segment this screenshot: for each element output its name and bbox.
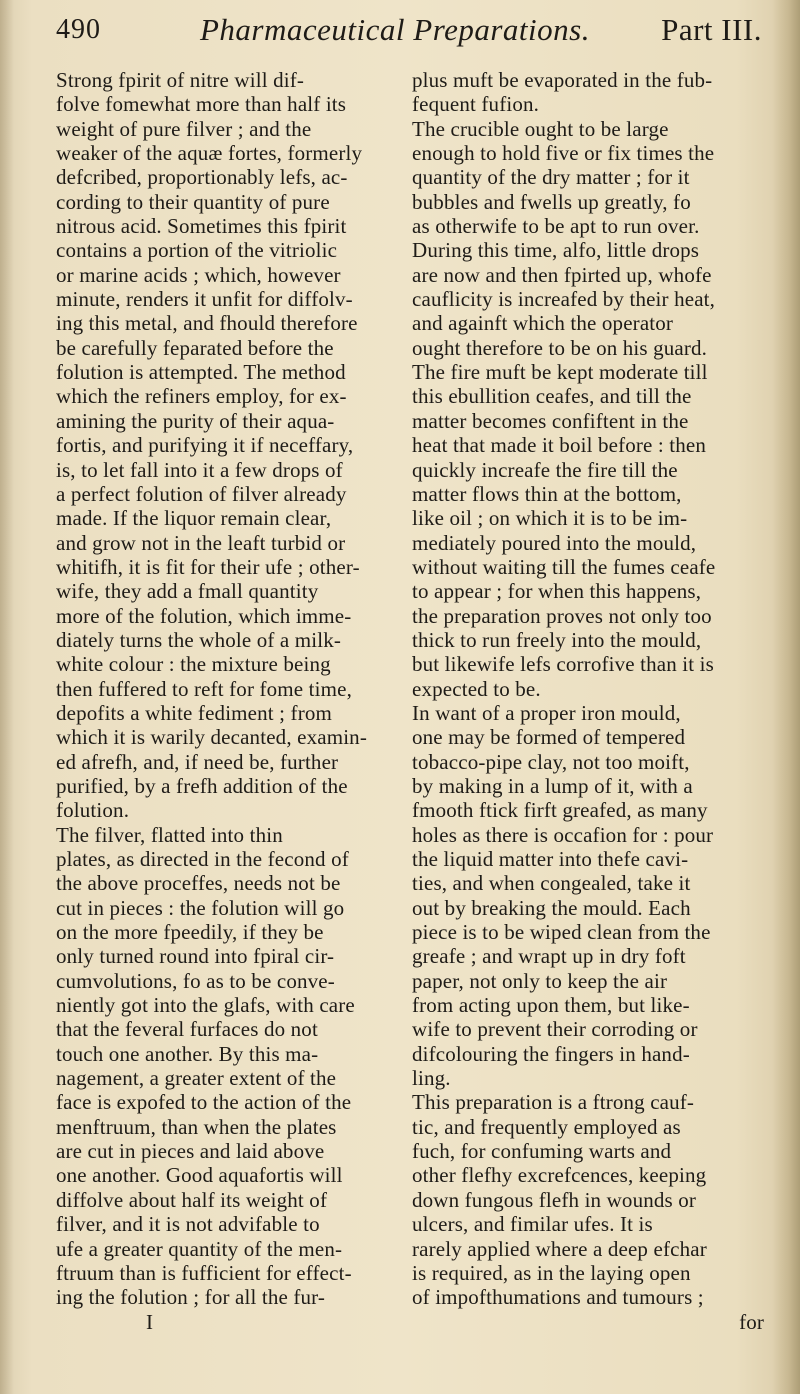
right-column-text-line: matter flows thin at the bottom,	[412, 481, 682, 506]
right-column-text-line: to appear ; for when this happens,	[412, 579, 702, 604]
right-column-text-line: of impofthumations and tumours ;	[412, 1285, 704, 1310]
running-header	[56, 12, 768, 56]
left-column-text-line: cumvolutions, fo as to be conve-	[56, 968, 335, 993]
left-column-text-line: minute, renders it unfit for diffolv-	[56, 287, 353, 312]
right-column-text-line: this ebullition ceafes, and till the	[412, 384, 692, 409]
right-column-text-line: thick to run freely into the mould,	[412, 627, 702, 652]
left-column-text-line: ing the folution ; for all the fur-	[56, 1285, 326, 1310]
left-column-text-line: cut in pieces : the folution will go	[56, 895, 345, 920]
right-column-text-line: This preparation is a ftrong cauf-	[412, 1090, 695, 1115]
running-title: Pharmaceutical Preparations.	[200, 12, 590, 47]
right-column-text-line: enough to hold five or fix times the	[412, 141, 715, 166]
left-column-text-line: is, to let fall into it a few drops of	[56, 457, 343, 482]
left-column-text-line: ing this metal, and fhould therefore	[56, 311, 358, 336]
right-column-text-line: matter becomes confiftent in the	[412, 408, 689, 433]
left-column-text-line: ufe a greater quantity of the men-	[56, 1236, 343, 1261]
right-column-text-line: bubbles and fwells up greatly, fo	[412, 189, 691, 214]
right-column-text-line: fequent fufion.	[412, 92, 540, 117]
left-column-text-line: niently got into the glafs, with care	[56, 993, 355, 1018]
right-column-text-line: expected to be.	[412, 676, 541, 701]
left-column-text-line: which the refiners employ, for ex-	[56, 384, 347, 409]
left-column-text-line: that the feveral furfaces do not	[56, 1017, 318, 1042]
left-column-text-line: wife, they add a fmall quantity	[56, 579, 319, 604]
left-column-text-line: folution.	[56, 798, 130, 823]
right-column-text-line: plus muft be evaporated in the fub-	[412, 68, 713, 92]
left-column-text-line: whitifh, it is fit for their ufe ; other-	[56, 554, 360, 579]
right-column-text-line: ties, and when congealed, take it	[412, 871, 691, 896]
left-column-text-line: be carefully feparated before the	[56, 335, 334, 360]
left-column-text-line: purified, by a frefh addition of the	[56, 773, 348, 798]
left-column-text-line: contains a portion of the vitriolic	[56, 238, 338, 263]
right-column-text-line: like oil ; on which it is to be im-	[412, 506, 688, 531]
right-column-text-line: cauflicity is increafed by their heat,	[412, 287, 716, 312]
left-column-text-line: weaker of the aquæ fortes, formerly	[56, 141, 363, 166]
right-column-text-line: rarely applied where a deep efchar	[412, 1236, 707, 1261]
left-column-text-line: folution is attempted. The method	[56, 360, 346, 385]
left-column-text-line: depofits a white fediment ; from	[56, 700, 332, 725]
left-column-text-line: a perfect folution of filver already	[56, 481, 347, 506]
left-column-text-line: menftruum, than when the plates	[56, 1114, 337, 1139]
right-column-text-line: piece is to be wiped clean from the	[412, 920, 711, 945]
right-column-text-line: quantity of the dry matter ; for it	[412, 165, 690, 190]
right-column-text-line: the preparation proves not only too	[412, 603, 712, 628]
right-column-text-line: tic, and frequently employed as	[412, 1114, 681, 1139]
right-column-text-line: During this time, alfo, little drops	[412, 238, 700, 263]
left-text-column	[56, 68, 388, 1334]
right-column-text-line: is required, as in the laying open	[412, 1260, 691, 1285]
right-column-text-line: without waiting till the fumes ceafe	[412, 554, 716, 579]
right-column-text-line: difcolouring the fingers in hand-	[412, 1041, 690, 1066]
right-column-text-line: The fire muft be kept moderate till	[412, 360, 708, 385]
left-column-text-line: ed afrefh, and, if need be, further	[56, 749, 339, 774]
left-column-text-line: I	[146, 1309, 154, 1334]
right-column-text-line: out by breaking the mould. Each	[412, 895, 691, 920]
right-column-text-line: one may be formed of tempered	[412, 725, 686, 750]
page-shadow-right	[772, 0, 800, 1394]
left-column-text-line: or marine acids ; which, however	[56, 262, 341, 287]
left-column-text-line: which it is warily decanted, examin-	[56, 725, 367, 750]
left-column-text-line: the above proceffes, needs not be	[56, 871, 341, 896]
left-column-text-line: cording to their quantity of pure	[56, 189, 330, 214]
right-column-text-line: holes as there is occafion for : pour	[412, 822, 714, 847]
left-column-text-line: on the more fpeedily, if they be	[56, 920, 324, 945]
right-column-text-line: paper, not only to keep the air	[412, 968, 668, 993]
left-column-text-line: defcribed, proportionably lefs, ac-	[56, 165, 348, 190]
right-column-text-line: fmooth ftick firft greafed, as many	[412, 798, 708, 823]
right-column-text-line: ulcers, and fimilar ufes. It is	[412, 1212, 653, 1237]
left-column-text-line: face is expofed to the action of the	[56, 1090, 352, 1115]
right-column-text-line: greafe ; and wrapt up in dry foft	[412, 944, 686, 969]
left-column-text-line: diately turns the whole of a milk-	[56, 627, 342, 652]
left-column-text-line: amining the purity of their aqua-	[56, 408, 335, 433]
left-column-text-line: folve fomewhat more than half its	[56, 92, 347, 117]
right-column-text-line: but likewife lefs corrofive than it is	[412, 652, 714, 677]
right-column-text-line: other flefhy excrefcences, keeping	[412, 1163, 707, 1188]
left-column-text-line: then fuffered to reft for fome time,	[56, 676, 352, 701]
left-column-text-line: only turned round into fpiral cir-	[56, 944, 335, 969]
left-column-text-line: touch one another. By this ma-	[56, 1041, 319, 1066]
right-column-text-line: and againft which the operator	[412, 311, 674, 336]
left-column-text-line: weight of pure filver ; and the	[56, 116, 312, 141]
page-number: 490	[56, 14, 101, 45]
left-column-text-line: more of the folution, which imme-	[56, 603, 352, 628]
left-column-text-line: diffolve about half its weight of	[56, 1187, 328, 1212]
right-column-text-line: the liquid matter into thefe cavi-	[412, 847, 689, 871]
left-column-text-line: are cut in pieces and laid above	[56, 1139, 325, 1164]
left-column-text-line: nitrous acid. Sometimes this fpirit	[56, 214, 347, 239]
right-column-text-line: In want of a proper iron mould,	[412, 700, 681, 725]
right-column-text-line: from acting upon them, but like-	[412, 993, 690, 1018]
right-column-text-line: mediately poured into the mould,	[412, 530, 697, 555]
part-label: Part III.	[661, 12, 762, 47]
left-column-text-line: nagement, a greater extent of the	[56, 1066, 337, 1091]
right-column-text-line: quickly increafe the fire till the	[412, 457, 678, 482]
left-column-text-line: Strong fpirit of nitre will dif-	[56, 68, 305, 92]
left-column-text-line: and grow not in the leaft turbid or	[56, 530, 346, 555]
left-column-text-line: fortis, and purifying it if neceffary,	[56, 433, 354, 458]
left-column-text-line: The filver, flatted into thin	[56, 822, 283, 847]
right-column-text-line: are now and then fpirted up, whofe	[412, 262, 712, 287]
left-column-text-line: filver, and it is not advifable to	[56, 1212, 320, 1237]
right-column-text-line: down fungous flefh in wounds or	[412, 1187, 697, 1212]
left-column-text-line: ftruum than is fufficient for effect-	[56, 1260, 352, 1285]
right-column-text-line: heat that made it boil before : then	[412, 433, 707, 458]
left-column-text-line: white colour : the mixture being	[56, 652, 331, 677]
page-shadow-left	[0, 0, 14, 1394]
left-column-text-line: made. If the liquor remain clear,	[56, 506, 332, 531]
right-column-text-line: ling.	[412, 1066, 451, 1091]
left-column-text-line: one another. Good aquafortis will	[56, 1163, 343, 1188]
right-text-column	[412, 68, 764, 1334]
right-column-text-line: as otherwife to be apt to run over.	[412, 214, 700, 239]
left-column-text-line: plates, as directed in the fecond of	[56, 847, 349, 871]
right-column-text-line: ought therefore to be on his guard.	[412, 335, 708, 360]
right-column-text-line: The crucible ought to be large	[412, 116, 669, 141]
right-column-text-line: tobacco-pipe clay, not too moift,	[412, 749, 690, 774]
right-column-text-line: wife to prevent their corroding or	[412, 1017, 698, 1042]
right-column-text-line: by making in a lump of it, with a	[412, 773, 693, 798]
right-column-text-line: fuch, for confuming warts and	[412, 1139, 672, 1164]
right-column-text-line: for	[739, 1309, 764, 1334]
